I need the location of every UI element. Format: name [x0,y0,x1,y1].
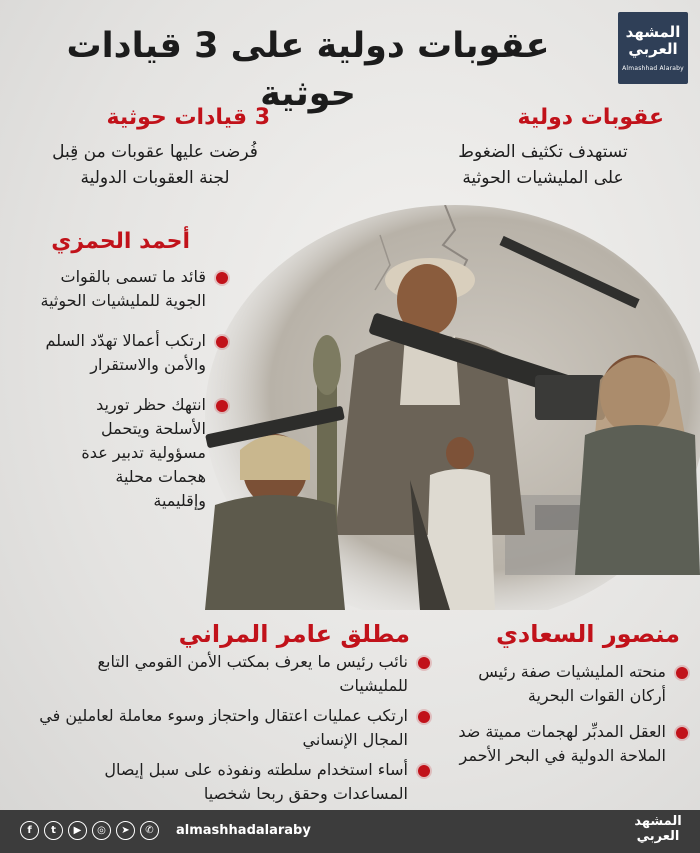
bullet-dot [418,711,430,723]
logo-latin: Almashhad Alaraby [622,64,684,72]
bullet-dot [216,400,228,412]
three-leaders-text-2: لجنة العقوبات الدولية [80,168,230,188]
saadi-bullets [453,660,688,778]
logo-line1: المشهد [625,22,681,41]
marani-heading: مطلق عامر المراني [178,620,410,648]
footer-site-handle[interactable]: almashhadalaraby [176,823,311,838]
youtube-icon[interactable]: ▶ [68,821,87,840]
saadi-bullet-2: العقل المدبِّر لهجمات مميتة ضد الملاحة الدولية في البحر الأحمر [453,720,688,768]
logo-line2: العربي [628,39,678,58]
page-title: عقوبات دولية على 3 قيادات حوثية [66,26,550,114]
bullet-dot [676,727,688,739]
footer-bar [0,810,700,853]
hamzi-bullet-1: قائد ما تسمى بالقوات الجوية للمليشيات الحوثية [16,265,228,313]
bullet-dot [216,272,228,284]
footer-logo-line1: المشهد [634,814,682,829]
twitter-icon[interactable]: t [44,821,63,840]
facebook-icon[interactable]: f [20,821,39,840]
intl-sanctions-text-1: تستهدف تكثيف الضغوط [458,142,628,162]
instagram-icon[interactable]: ◎ [92,821,111,840]
whatsapp-icon[interactable]: ✆ [140,821,159,840]
bullet-dot [676,667,688,679]
hamzi-bullet-3: انتهك حظر توريد الأسلحة ويتحمل مسؤولية تدبير عدة هجمات محلية وإقليمية [16,393,228,513]
three-leaders-text-1: فُرضت عليها عقوبات من قِبل [52,142,258,162]
bullet-dot [418,765,430,777]
militia-photo [205,205,700,610]
intl-sanctions-text-2: على المليشيات الحوثية [462,168,624,188]
bullet-dot [418,657,430,669]
telegram-icon[interactable]: ➤ [116,821,135,840]
hamzi-heading: أحمد الحمزي [51,229,190,254]
three-leaders-heading: 3 قيادات حوثية [106,105,270,130]
saadi-heading: منصور السعادي [495,620,680,648]
marani-bullet-3: أساء استخدام سلطته ونفوذه على سبل إيصال المساعدات وحقق ربحا شخصيا [25,758,430,806]
marani-bullet-1: نائب رئيس ما يعرف بمكتب الأمن القومي التابع للمليشيات [25,650,430,698]
marani-bullets [25,650,430,816]
hamzi-bullets [16,265,228,523]
hamzi-bullet-2: ارتكب أعمالا تهدّد السلم والأمن والاستقرار [16,329,228,377]
social-icons [20,821,159,840]
saadi-bullet-1: منحته المليشيات صفة رئيس أركان القوات البحرية [453,660,688,708]
footer-logo[interactable] [628,815,688,844]
brand-logo [618,12,688,84]
footer-logo-line2: العربي [636,829,680,844]
bullet-dot [216,336,228,348]
marani-bullet-2: ارتكب عمليات اعتقال واحتجاز وسوء معاملة لعاملين في المجال الإنساني [25,704,430,752]
intl-sanctions-heading: عقوبات دولية [517,105,664,130]
